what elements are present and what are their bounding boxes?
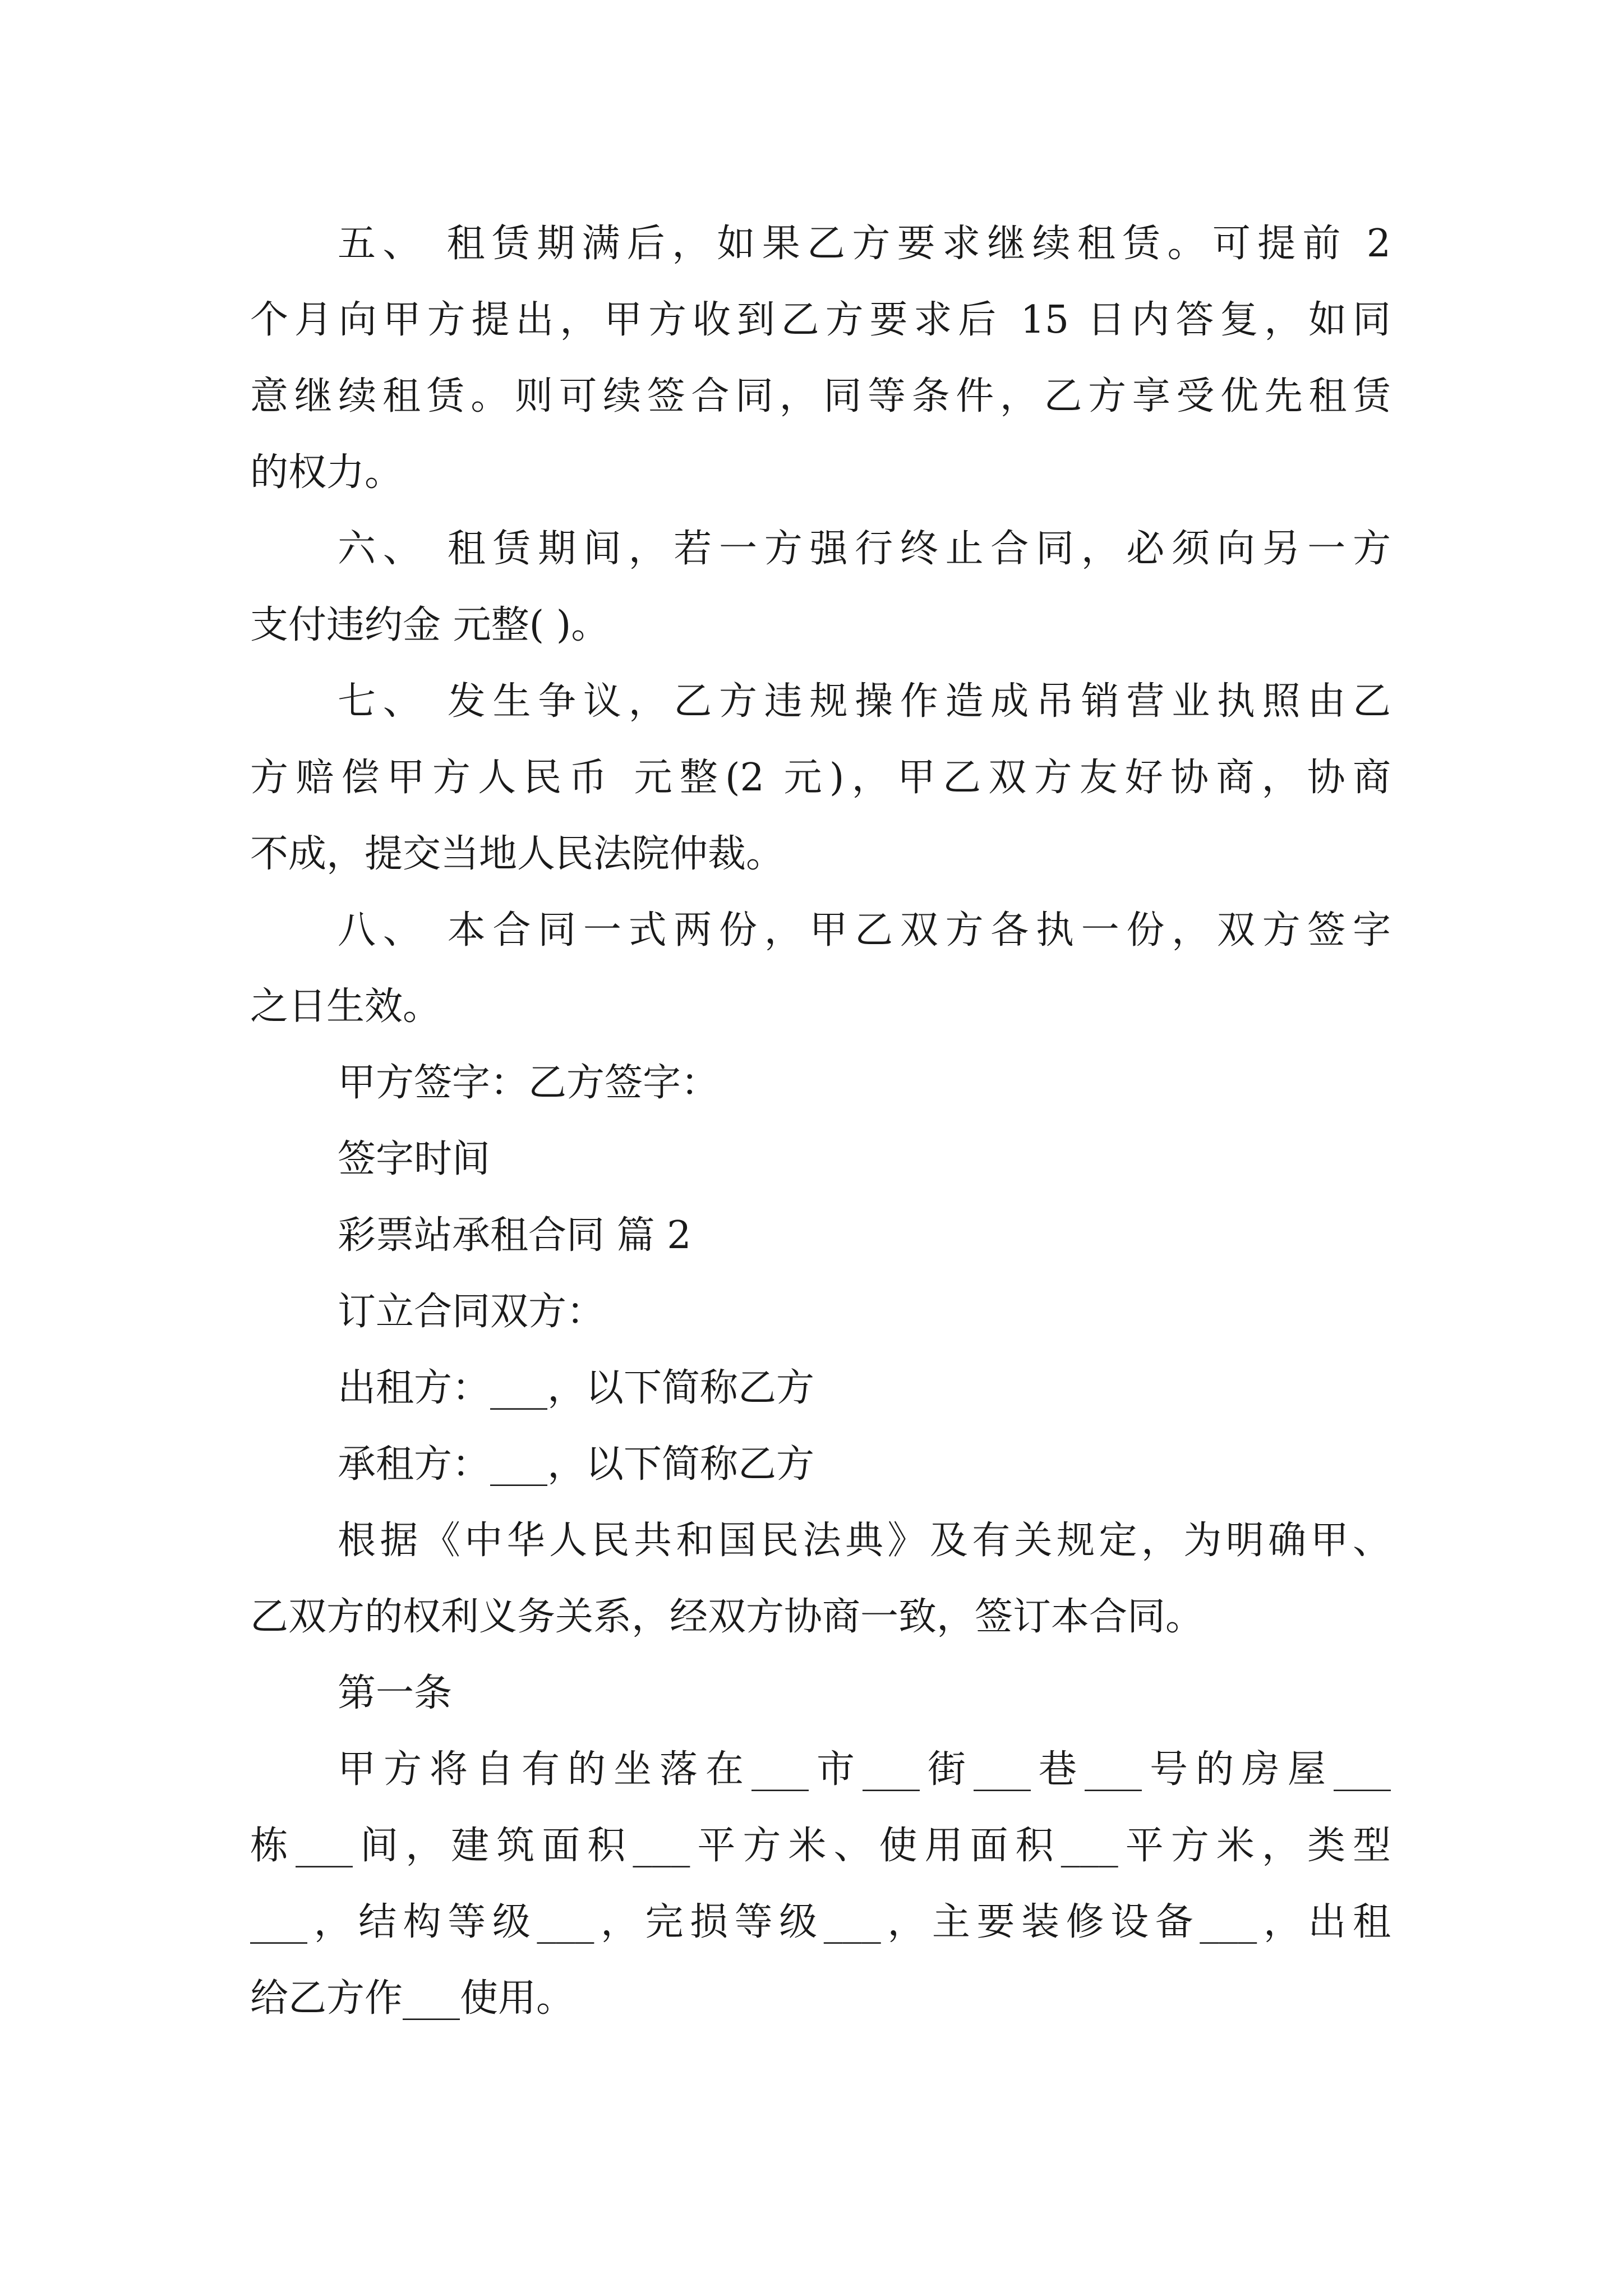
signature-time: 签字时间: [338, 1137, 491, 1181]
clause-5-line-2: 个月向甲方提出，甲方收到乙方要求后 15 日内答复，如同: [250, 298, 1391, 342]
basis-line-2: 乙双方的权利义务关系，经双方协商一致，签订本合同。: [250, 1595, 1204, 1639]
clause-8-line-2: 之日生效。: [250, 984, 441, 1029]
clause-6-line-2: 支付违约金 元整( )。: [250, 603, 610, 647]
basis-line-1: 根据《中华人民共和国民法典》及有关规定，为明确甲、: [338, 1519, 1391, 1563]
clause-5-line-4: 的权力。: [250, 450, 403, 495]
parties-heading: 订立合同双方：: [338, 1290, 605, 1334]
section-title: 彩票站承租合同 篇 2: [338, 1213, 691, 1258]
clause-6-line-1: 六、 租赁期间，若一方强行终止合同，必须向另一方: [338, 527, 1391, 571]
clause-5-line-1: 五、 租赁期满后，如果乙方要求继续租赁。可提前 2: [338, 222, 1391, 266]
article-1-line-2: 栋___间，建筑面积___平方米、使用面积___平方米，类型: [250, 1824, 1391, 1868]
clause-5-line-3: 意继续租赁。则可续签合同，同等条件，乙方享受优先租赁: [250, 374, 1391, 418]
article-1-line-1: 甲方将自有的坐落在___市___街___巷___号的房屋___: [338, 1747, 1391, 1792]
article-1-line-4: 给乙方作___使用。: [250, 1976, 575, 2021]
clause-7-line-2: 方赔偿甲方人民币 元整(2 元)，甲乙双方友好协商，协商: [250, 756, 1391, 800]
clause-7-line-1: 七、 发生争议，乙方违规操作造成吊销营业执照由乙: [338, 679, 1391, 724]
lessor-line: 出租方：___，以下简称乙方: [338, 1366, 815, 1410]
article-1-line-3: ___，结构等级___，完损等级___，主要装修设备___，出租: [250, 1900, 1391, 1944]
clause-8-line-1: 八、 本合同一式两份，甲乙双方各执一份，双方签字: [338, 908, 1391, 953]
article-1-heading: 第一条: [338, 1671, 453, 1715]
clause-7-line-3: 不成，提交当地人民法院仲裁。: [250, 832, 785, 876]
signature-line: 甲方签字：乙方签字：: [338, 1061, 720, 1105]
lessee-line: 承租方：___，以下简称乙方: [338, 1442, 815, 1487]
